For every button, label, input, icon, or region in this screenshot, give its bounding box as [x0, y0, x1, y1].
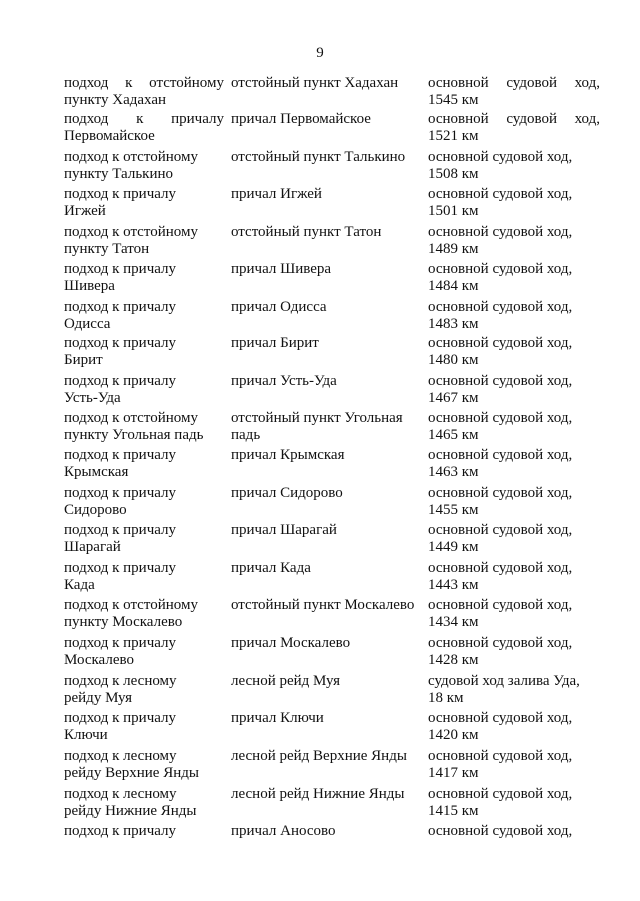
- section-cell: подход к причалу Первомайское: [64, 111, 224, 144]
- section-cell: подход к причалу Шивера: [64, 261, 177, 294]
- section-cell: подход к причалу Ключи: [64, 710, 177, 743]
- route-cell: основной судовой ход, 1545 км: [428, 75, 600, 108]
- object-cell: лесной рейд Нижние Янды: [231, 786, 405, 802]
- route-cell: основной судовой ход, 1415 км: [428, 786, 573, 819]
- object-cell: отстойный пункт Хадахан: [231, 75, 399, 91]
- route-cell: основной судовой ход, 1434 км: [428, 597, 573, 630]
- object-cell: причал Москалево: [231, 635, 351, 651]
- section-cell: подход к лесному рейду Верхние Янды: [64, 748, 199, 781]
- route-cell: основной судовой ход, 1455 км: [428, 485, 573, 518]
- section-cell: подход к причалу Москалево: [64, 635, 177, 668]
- route-cell: основной судовой ход, 1483 км: [428, 299, 573, 332]
- route-cell: основной судовой ход, 1449 км: [428, 522, 573, 555]
- section-cell: подход к отстойному пункту Москалево: [64, 597, 198, 630]
- route-cell: основной судовой ход,: [428, 823, 573, 839]
- section-cell: подход к причалу Сидорово: [64, 485, 177, 518]
- object-cell: причал Шарагай: [231, 522, 337, 538]
- route-cell: основной судовой ход, 1465 км: [428, 410, 573, 443]
- section-cell: подход к отстойному пункту Хадахан: [64, 75, 224, 108]
- object-cell: причал Первомайское: [231, 111, 371, 127]
- section-cell: подход к отстойному пункту Талькино: [64, 149, 198, 182]
- section-cell: подход к причалу: [64, 823, 177, 839]
- route-cell: основной судовой ход, 1420 км: [428, 710, 573, 743]
- object-cell: отстойный пункт Татон: [231, 224, 382, 240]
- object-cell: причал Када: [231, 560, 311, 576]
- route-cell: основной судовой ход, 1489 км: [428, 224, 573, 257]
- object-cell: причал Сидорово: [231, 485, 343, 501]
- section-cell: подход к лесному рейду Нижние Янды: [64, 786, 197, 819]
- route-cell: основной судовой ход, 1484 км: [428, 261, 573, 294]
- object-cell: причал Бирит: [231, 335, 319, 351]
- object-cell: причал Крымская: [231, 447, 345, 463]
- section-cell: подход к причалу Када: [64, 560, 177, 593]
- route-cell: основной судовой ход, 1443 км: [428, 560, 573, 593]
- route-cell: основной судовой ход, 1480 км: [428, 335, 573, 368]
- object-cell: лесной рейд Муя: [231, 673, 341, 689]
- route-cell: основной судовой ход, 1501 км: [428, 186, 573, 219]
- section-cell: подход к причалу Одисса: [64, 299, 177, 332]
- route-cell: основной судовой ход, 1463 км: [428, 447, 573, 480]
- section-cell: подход к отстойному пункту Угольная падь: [64, 410, 204, 443]
- route-cell: судовой ход залива Уда, 18 км: [428, 673, 580, 706]
- section-cell: подход к лесному рейду Муя: [64, 673, 177, 706]
- section-cell: подход к причалу Игжей: [64, 186, 177, 219]
- section-cell: подход к причалу Шарагай: [64, 522, 177, 555]
- object-cell: отстойный пункт Угольная падь: [231, 410, 403, 443]
- route-cell: основной судовой ход, 1508 км: [428, 149, 573, 182]
- route-cell: основной судовой ход, 1417 км: [428, 748, 573, 781]
- object-cell: отстойный пункт Талькино: [231, 149, 406, 165]
- object-cell: лесной рейд Верхние Янды: [231, 748, 407, 764]
- object-cell: причал Одисса: [231, 299, 327, 315]
- object-cell: причал Шивера: [231, 261, 332, 277]
- section-cell: подход к отстойному пункту Татон: [64, 224, 198, 257]
- section-cell: подход к причалу Усть-Уда: [64, 373, 177, 406]
- route-cell: основной судовой ход, 1521 км: [428, 111, 600, 144]
- section-cell: подход к причалу Бирит: [64, 335, 177, 368]
- object-cell: причал Усть-Уда: [231, 373, 337, 389]
- route-cell: основной судовой ход, 1428 км: [428, 635, 573, 668]
- object-cell: отстойный пункт Москалево: [231, 597, 415, 613]
- object-cell: причал Игжей: [231, 186, 322, 202]
- object-cell: причал Аносово: [231, 823, 336, 839]
- route-cell: основной судовой ход, 1467 км: [428, 373, 573, 406]
- page-number: 9: [316, 45, 324, 61]
- object-cell: причал Ключи: [231, 710, 324, 726]
- section-cell: подход к причалу Крымская: [64, 447, 177, 480]
